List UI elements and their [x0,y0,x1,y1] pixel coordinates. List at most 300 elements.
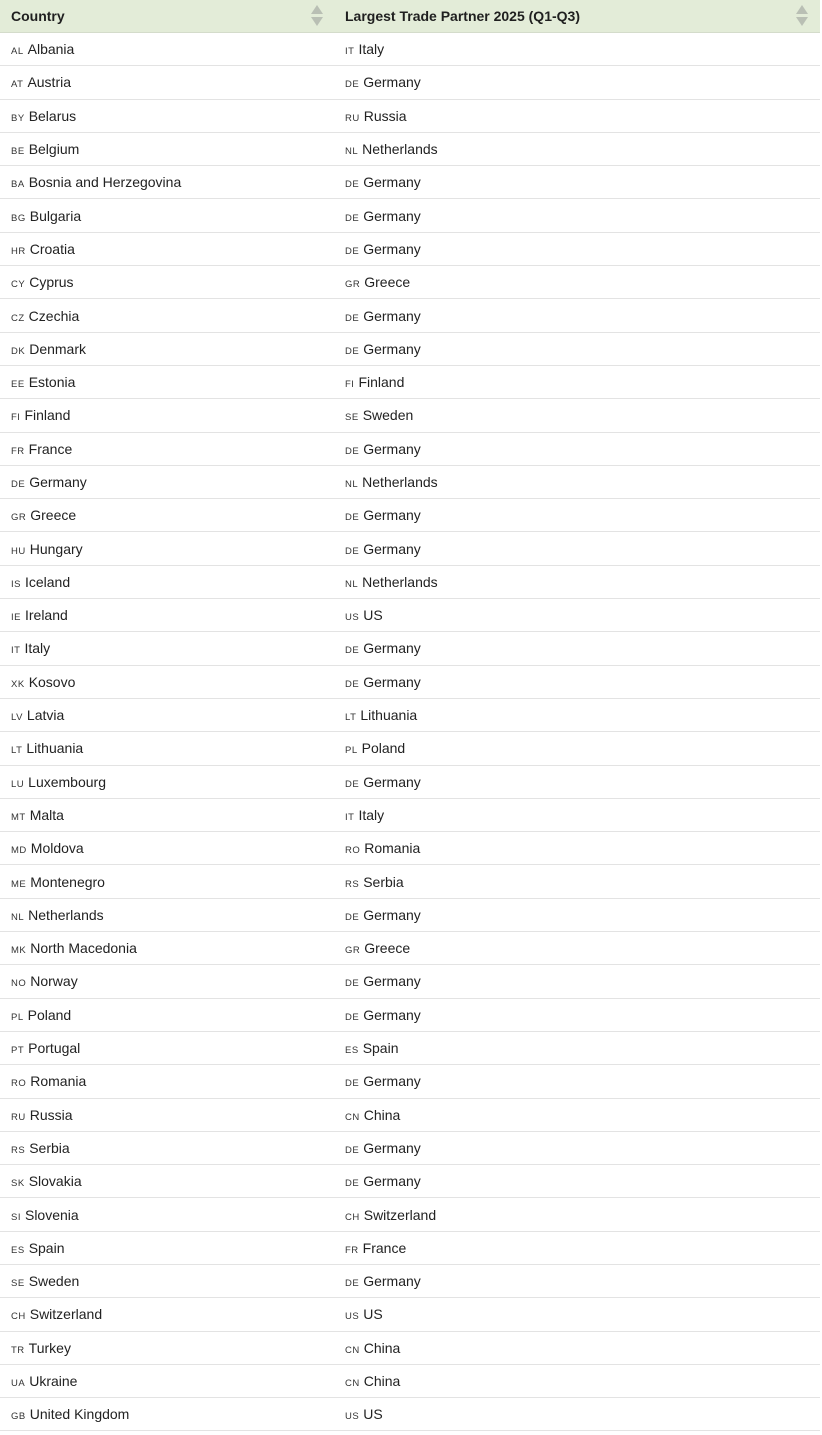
partner-code-label: SE [345,412,359,424]
country-code-label: FR [11,445,25,457]
country-code-label: MT [11,811,26,823]
country-name: Russia [29,1106,73,1123]
country-code-label: IS [11,578,21,590]
partner-name: Russia [363,107,407,124]
country-name: Latvia [26,707,65,724]
country-cell [0,166,335,199]
country-code-label: BG [11,212,26,224]
partner-cell [335,965,820,998]
partner-name: Netherlands [362,141,438,158]
country-cell [0,332,335,365]
partner-name: Germany [363,207,421,224]
country-code-label: TR [11,1344,25,1356]
partner-name: Netherlands [362,573,438,590]
partner-cell [335,132,820,165]
country-cell [0,1298,335,1331]
partner-cell [335,632,820,665]
partner-cell [335,798,820,831]
partner-name: Germany [363,1173,421,1190]
country-code-label: HR [11,245,26,257]
country-code-label: NL [11,911,25,923]
country-code-label: GB [11,1411,26,1423]
country-name: Luxembourg [28,773,106,790]
country-code-label: RO [11,1078,27,1090]
partner-name: Germany [363,307,421,324]
country-name: Italy [24,640,51,657]
country-code-label: NO [11,978,27,990]
country-name: Denmark [29,340,86,357]
partner-code-label: DE [345,978,360,990]
country-code-label: PT [11,1045,25,1057]
partner-code-label: NL [345,479,359,490]
country-cell [0,1398,335,1431]
column-header-partner[interactable] [335,0,820,33]
partner-cell [335,932,820,965]
country-name: Germany [29,474,87,490]
country-cell [0,199,335,232]
table-row [0,998,820,1031]
partner-name: Romania [364,840,421,857]
partner-code-label: DE [345,645,360,657]
country-cell [0,765,335,798]
partner-code-label: DE [345,445,360,457]
partner-cell [335,166,820,199]
partner-code-label: NL [345,578,359,590]
country-name: Kosovo [28,673,76,690]
partner-cell [335,565,820,598]
partner-cell [335,998,820,1031]
column-header-country-label: Country [11,8,65,24]
country-cell [0,898,335,931]
partner-code-label: US [345,1411,360,1423]
table-row [0,565,820,598]
partner-name: Germany [363,74,421,91]
country-cell [0,798,335,831]
partner-name: Greece [364,940,411,957]
partner-code-label: DE [345,312,360,324]
table-row [0,1165,820,1198]
partner-code-label: CN [345,1111,360,1123]
partner-cell [335,299,820,332]
table-row [0,33,820,66]
partner-cell [335,1398,820,1431]
partner-name: Lithuania [360,707,418,724]
country-cell [0,1165,335,1198]
country-cell [0,532,335,565]
partner-name: US [363,1306,383,1323]
country-cell [0,932,335,965]
partner-name: Germany [363,440,421,457]
table-row [0,965,820,998]
country-code-label: MK [11,945,27,957]
country-code-label: FI [11,412,21,424]
country-code-label: BY [11,112,25,124]
country-name: Finland [24,407,71,424]
country-name: Montenegro [30,873,105,890]
partner-cell [335,365,820,398]
country-name: Spain [28,1239,65,1256]
partner-cell [335,1364,820,1397]
partner-name: Germany [363,340,421,357]
country-cell [0,365,335,398]
partner-cell [335,1231,820,1264]
country-cell [0,632,335,665]
table-row [0,332,820,365]
partner-name: Germany [363,640,421,657]
table-row [0,199,820,232]
partner-name: Switzerland [363,1206,437,1223]
country-code-label: IE [11,612,21,624]
country-name: Portugal [28,1040,81,1057]
partner-cell [335,832,820,865]
partner-code-label: FI [345,379,355,391]
table-row [0,299,820,332]
country-cell [0,465,335,498]
partner-code-label: DE [345,1144,360,1156]
partner-cell [335,399,820,432]
country-cell [0,432,335,465]
partner-code-label: US [345,1311,360,1323]
country-code-label: HU [11,545,26,557]
partner-name: Italy [358,806,385,823]
partner-code-label: CN [345,1378,360,1390]
country-cell [0,232,335,265]
table-row [0,66,820,99]
partner-name: China [363,1106,401,1123]
country-name: North Macedonia [30,940,137,957]
table-row [0,1298,820,1331]
country-cell [0,399,335,432]
country-code-label: XK [11,678,25,690]
partner-code-label: CH [345,1211,360,1223]
table-header-row [0,0,820,33]
partner-name: Germany [363,673,421,690]
partner-name: Italy [358,41,385,58]
sort-arrows-icon[interactable] [796,4,808,28]
table-row [0,465,820,498]
partner-cell [335,99,820,132]
partner-code-label: RS [345,878,360,890]
partner-name: Germany [363,1139,421,1156]
partner-code-label: DE [345,1178,360,1190]
country-cell [0,698,335,731]
table-row [0,1398,820,1431]
partner-name: Serbia [363,873,404,890]
country-cell [0,1198,335,1231]
country-cell [0,499,335,532]
country-name: United Kingdom [29,1406,130,1423]
country-cell [0,832,335,865]
partner-code-label: DE [345,1278,360,1290]
country-name: Hungary [29,540,83,557]
partner-name: Germany [363,174,421,191]
partner-code-label: DE [345,345,360,357]
partner-cell [335,698,820,731]
country-name: Belarus [28,107,77,124]
partner-cell [335,232,820,265]
partner-name: Greece [364,274,411,291]
partner-cell [335,1065,820,1098]
partner-name: Germany [363,1073,421,1090]
country-name: Bosnia and Herzegovina [28,174,182,191]
partner-code-label: DE [345,1011,360,1023]
partner-cell [335,266,820,299]
country-code-label: AT [11,79,24,91]
partner-cell [335,1298,820,1331]
country-name: Poland [27,1006,72,1023]
table-body [0,33,820,1431]
country-cell [0,665,335,698]
partner-name: US [363,1406,383,1423]
partner-name: Sweden [362,407,414,424]
country-cell [0,1031,335,1064]
partner-code-label: NL [345,146,359,158]
partner-cell [335,499,820,532]
partner-cell [335,599,820,632]
country-cell [0,99,335,132]
column-header-partner-label: Largest Trade Partner 2025 (Q1-Q3) [345,8,580,24]
partner-code-label: DE [345,245,360,257]
table-row [0,1198,820,1231]
partner-cell [335,1098,820,1131]
table-row [0,532,820,565]
table-row [0,932,820,965]
partner-code-label: DE [345,778,360,790]
country-code-label: SK [11,1178,25,1190]
country-name: Moldova [30,840,84,857]
table-row [0,166,820,199]
partner-code-label: ES [345,1045,359,1057]
partner-cell [335,865,820,898]
table-row [0,132,820,165]
country-code-label: ES [11,1244,25,1256]
partner-code-label: CN [345,1344,360,1356]
country-cell [0,33,335,66]
partner-code-label: DE [345,212,360,224]
country-name: Iceland [24,573,71,590]
partner-cell [335,332,820,365]
country-code-label: DE [11,479,26,490]
table-row [0,1231,820,1264]
partner-cell [335,765,820,798]
country-code-label: ME [11,878,27,890]
country-cell [0,299,335,332]
partner-name: Germany [363,1006,421,1023]
country-name: France [28,440,73,457]
partner-cell [335,1031,820,1064]
table-row [0,732,820,765]
country-code-label: CH [11,1311,26,1323]
country-code-label: SE [11,1278,25,1290]
country-cell [0,1065,335,1098]
country-cell [0,599,335,632]
partner-name: Spain [362,1040,399,1057]
partner-cell [335,532,820,565]
country-code-label: GR [11,512,27,524]
country-code-label: RS [11,1144,26,1156]
country-name: Albania [27,41,75,58]
country-code-label: IT [11,645,21,657]
country-cell [0,965,335,998]
partner-cell [335,898,820,931]
country-name: Sweden [28,1273,80,1290]
country-code-label: LU [11,778,25,790]
partner-code-label: DE [345,545,360,557]
partner-code-label: GR [345,279,361,291]
partner-name: US [363,607,383,624]
table-row [0,865,820,898]
country-cell [0,1098,335,1131]
partner-code-label: DE [345,79,360,91]
country-name: Lithuania [26,740,84,757]
country-name: Cyprus [29,274,74,291]
partner-code-label: RU [345,112,360,124]
country-name: Netherlands [28,906,104,923]
partner-code-label: RO [345,845,361,857]
table-row [0,798,820,831]
partner-name: France [362,1239,407,1256]
partner-name: Poland [361,740,406,757]
country-code-label: BA [11,179,25,191]
table-row [0,1131,820,1164]
table-row [0,432,820,465]
country-name: Bulgaria [29,207,82,224]
country-code-label: RU [11,1111,26,1123]
partner-cell [335,1198,820,1231]
partner-code-label: LT [345,712,357,724]
table-row [0,632,820,665]
country-code-label: BE [11,146,25,158]
partner-name: Germany [363,240,421,257]
country-code-label: LV [11,712,23,724]
country-name: Ukraine [29,1373,78,1390]
partner-cell [335,1264,820,1297]
country-name: Serbia [29,1139,70,1156]
partner-code-label: GR [345,945,361,957]
partner-name: Germany [363,973,421,990]
partner-name: Germany [363,1273,421,1290]
country-name: Estonia [28,374,76,391]
partner-name: Germany [363,773,421,790]
table-row [0,499,820,532]
table-row [0,1264,820,1297]
country-name: Austria [27,74,72,91]
partner-code-label: DE [345,911,360,923]
table-row [0,232,820,265]
country-cell [0,1131,335,1164]
country-code-label: PL [11,1011,24,1023]
country-cell [0,1264,335,1297]
partner-cell [335,1131,820,1164]
partner-cell [335,66,820,99]
table-row [0,1364,820,1397]
partner-code-label: US [345,612,360,624]
country-name: Belgium [28,141,80,158]
country-code-label: CY [11,279,26,291]
partner-code-label: DE [345,1078,360,1090]
partner-cell [335,465,820,498]
country-name: Malta [29,806,64,823]
partner-code-label: IT [345,46,355,58]
country-code-label: DK [11,345,26,357]
country-cell [0,66,335,99]
country-code-label: EE [11,379,25,391]
country-name: Switzerland [29,1306,103,1323]
table-row [0,832,820,865]
country-cell [0,565,335,598]
sort-arrows-icon[interactable] [311,4,323,28]
country-cell [0,1364,335,1397]
partner-cell [335,1165,820,1198]
partner-cell [335,199,820,232]
country-name: Croatia [29,240,75,257]
country-name: Romania [30,1073,87,1090]
country-name: Norway [30,973,78,990]
partner-cell [335,1331,820,1364]
partner-code-label: DE [345,179,360,191]
partner-code-label: FR [345,1244,359,1256]
partner-code-label: IT [345,811,355,823]
country-cell [0,865,335,898]
country-name: Slovakia [28,1173,82,1190]
partner-cell [335,432,820,465]
country-code-label: UA [11,1378,26,1390]
country-name: Slovenia [24,1206,79,1223]
partner-name: Finland [358,374,405,391]
table-row [0,698,820,731]
column-header-country[interactable] [0,0,335,33]
partner-name: Germany [363,906,421,923]
country-cell [0,132,335,165]
country-code-label: LT [11,745,23,757]
country-name: Ireland [24,607,68,624]
country-name: Czechia [28,307,80,324]
table-row [0,1098,820,1131]
table-row [0,898,820,931]
partner-name: Germany [363,540,421,557]
table-row [0,399,820,432]
country-cell [0,998,335,1031]
partner-cell [335,665,820,698]
partner-name: China [363,1339,401,1356]
table-row [0,765,820,798]
country-cell [0,1231,335,1264]
table-row [0,1065,820,1098]
table-row [0,665,820,698]
table-row [0,365,820,398]
partner-name: Netherlands [362,474,438,490]
country-code-label: AL [11,46,24,58]
partner-cell [335,732,820,765]
country-cell [0,732,335,765]
country-name: Turkey [28,1339,71,1356]
country-name: Greece [30,507,77,524]
partner-code-label: DE [345,512,360,524]
partner-code-label: DE [345,678,360,690]
country-code-label: MD [11,845,27,857]
partner-name: Germany [363,507,421,524]
table-row [0,1331,820,1364]
table-row [0,99,820,132]
partner-code-label: PL [345,745,358,757]
partner-name: China [363,1373,401,1390]
table-row [0,266,820,299]
country-cell [0,266,335,299]
table-row [0,1031,820,1064]
table-row [0,599,820,632]
country-cell [0,1331,335,1364]
country-code-label: SI [11,1211,21,1223]
